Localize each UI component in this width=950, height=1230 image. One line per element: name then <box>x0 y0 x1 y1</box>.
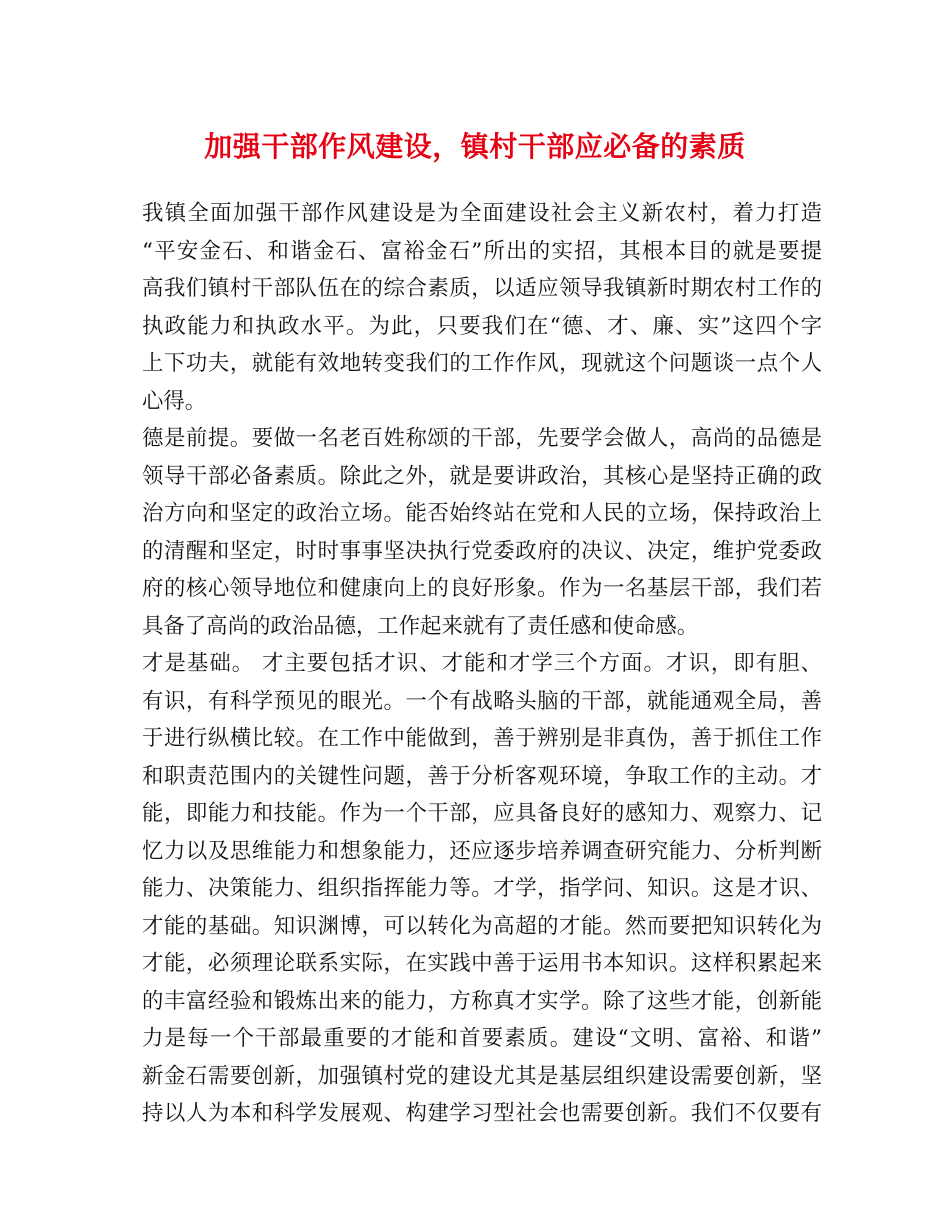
body-line: 有识，有科学预见的眼光。一个有战略头脑的干部，就能通观全局，善 <box>142 688 822 714</box>
body-line: 能，即能力和技能。作为一个干部，应具备良好的感知力、观察力、记 <box>142 801 822 826</box>
body-line: 才是基础。 才主要包括才识、才能和才学三个方面。才识，即有胆、 <box>142 651 822 676</box>
body-line: 的丰富经验和锻炼出来的能力，方称真才实学。除了这些才能，创新能 <box>142 988 822 1014</box>
body-line: 治方向和坚定的政治立场。能否始终站在党和人民的立场，保持政治上 <box>142 501 822 526</box>
body-line: 具备了高尚的政治品德，工作起来就有了责任感和使命感。 <box>142 613 699 639</box>
body-line: 的清醒和坚定，时时事事坚决执行党委政府的决议、决定，维护党委政 <box>142 538 822 564</box>
body-line: 德是前提。要做一名老百姓称颂的干部，先要学会做人，高尚的品德是 <box>142 426 822 451</box>
document-title: 加强干部作风建设，镇村干部应必备的素质 <box>204 130 746 163</box>
body-line: 于进行纵横比较。在工作中能做到，善于辨别是非真伪，善于抓住工作 <box>142 726 822 751</box>
body-line: 忆力以及思维能力和想象能力，还应逐步培养调查研究能力、分析判断 <box>142 838 822 864</box>
body-line: 我镇全面加强干部作风建设是为全面建设社会主义新农村，着力打造 <box>142 201 822 226</box>
body-line: 和职责范围内的关键性问题，善于分析客观环境，争取工作的主动。才 <box>142 763 822 789</box>
body-line: 领导干部必备素质。除此之外，就是要讲政治，其核心是坚持正确的政 <box>142 463 822 489</box>
body-line: 高我们镇村干部队伍在的综合素质，以适应领导我镇新时期农村工作的 <box>142 276 822 301</box>
body-line: 府的核心领导地位和健康向上的良好形象。作为一名基层干部，我们若 <box>142 576 822 601</box>
body-line: 持以人为本和科学发展观、构建学习型社会也需要创新。我们不仅要有 <box>142 1101 822 1126</box>
body-line: 才能的基础。知识渊博，可以转化为高超的才能。然而要把知识转化为 <box>142 913 822 939</box>
body-line: 执政能力和执政水平。为此，只要我们在“德、才、廉、实”这四个字 <box>142 313 822 339</box>
body-line: 才能，必须理论联系实际，在实践中善于运用书本知识。这样积累起来 <box>142 951 822 976</box>
body-line: 力是每一个干部最重要的才能和首要素质。建设“文明、富裕、和谐” <box>142 1026 822 1051</box>
body-line: 能力、决策能力、组织指挥能力等。才学，指学问、知识。这是才识、 <box>142 876 822 901</box>
document-body <box>142 195 822 1133</box>
body-line: 新金石需要创新，加强镇村党的建设尤其是基层组织建设需要创新，坚 <box>142 1063 822 1089</box>
body-line: 上下功夫，就能有效地转变我们的工作作风，现就这个问题谈一点个人 <box>142 351 822 376</box>
body-line: 心得。 <box>142 388 207 414</box>
body-line: “平安金石、和谐金石、富裕金石”所出的实招，其根本目的就是要提 <box>142 238 822 264</box>
